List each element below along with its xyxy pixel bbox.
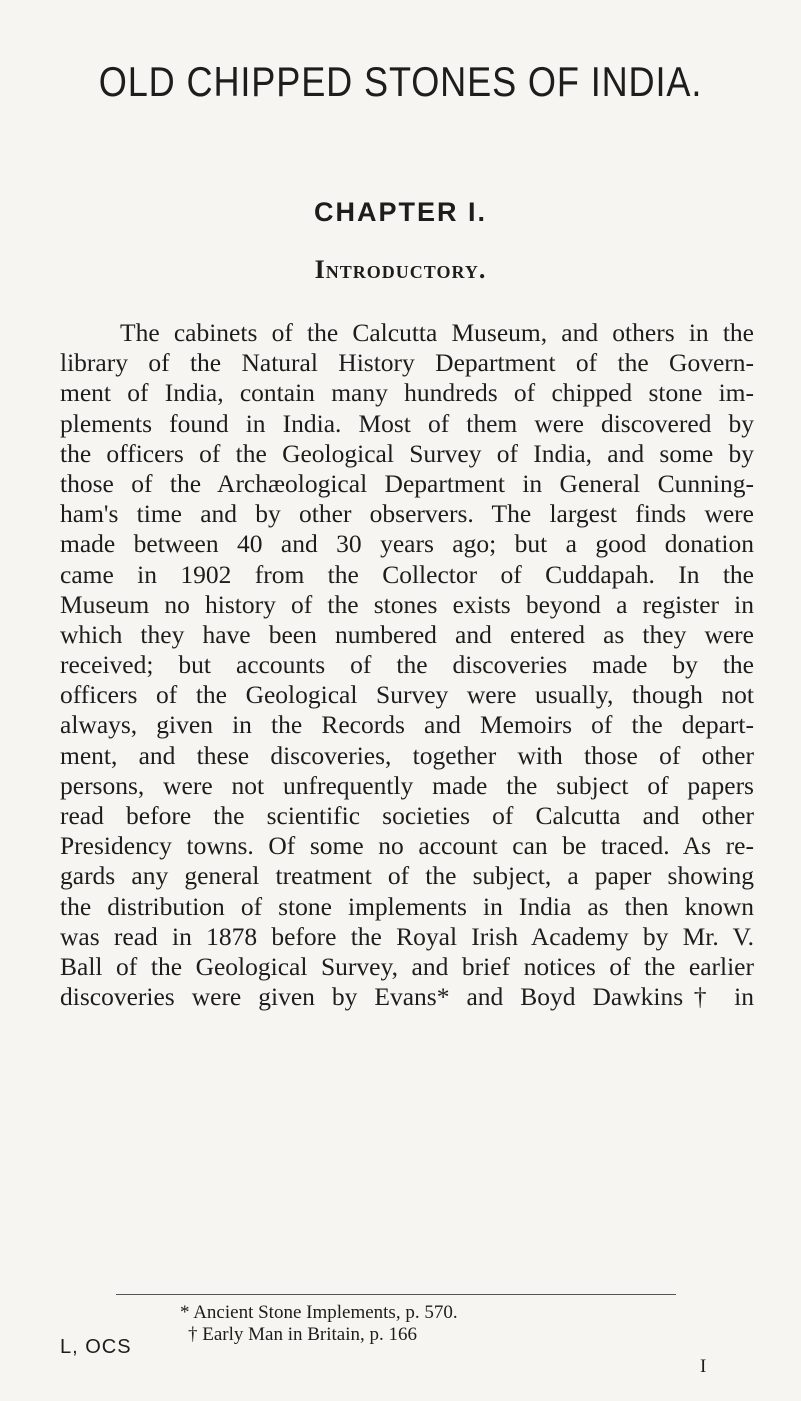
paragraph-line: library of the Natural History Department of the Govern- bbox=[60, 348, 754, 378]
paragraph-line: The cabinets of the Calcutta Museum, and others in the bbox=[120, 318, 754, 347]
paragraph-line: ment of India, contain many hundreds of chipped stone im- bbox=[60, 378, 754, 408]
paragraph-line: read before the scientific societies of Calcutta and other bbox=[60, 801, 754, 830]
footnotes bbox=[180, 1302, 700, 1346]
paragraph-line: ham's time and by other observers. The largest finds were bbox=[60, 499, 754, 529]
paragraph-line: officers of the Geological Survey were usually, though not bbox=[60, 680, 754, 710]
chapter-heading: CHAPTER I. bbox=[313, 197, 487, 227]
paragraph-line: the distribution of stone implements in India as then known bbox=[60, 891, 754, 921]
page-number: I bbox=[700, 1356, 707, 1377]
paragraph-line: came in 1902 from the Collector of Cuddapah. In the bbox=[60, 559, 754, 589]
paragraph-line: discoveries were given by Evans* and Boyd Dawkins† in bbox=[60, 982, 754, 1012]
footnote: * Ancient Stone Implements, p. 570. bbox=[180, 1302, 458, 1323]
paragraph-line: made between 40 and 30 years ago; but a good donation bbox=[60, 529, 754, 559]
section-heading: Introductory. bbox=[314, 255, 487, 284]
paragraph-line: persons, were not unfrequently made the subject of papers bbox=[60, 770, 754, 800]
paragraph-line: the officers of the Geological Survey of India, and some by bbox=[60, 438, 754, 468]
paragraph-line: Ball of the Geological Survey, and brief notices of the earlier bbox=[60, 951, 754, 981]
body-paragraph bbox=[60, 318, 754, 1012]
footnote-divider bbox=[116, 1294, 676, 1295]
paragraph-line: received; but accounts of the discoveries made by the bbox=[60, 650, 754, 680]
footnote: † Early Man in Britain, p. 166 bbox=[188, 1324, 418, 1345]
book-title: OLD CHIPPED STONES OF INDIA. bbox=[98, 58, 703, 105]
paragraph-line: gards any general treatment of the subject, a paper showing bbox=[60, 861, 754, 891]
paragraph-line: Presidency towns. Of some no account can be traced. As re- bbox=[60, 831, 754, 861]
paragraph-line: which they have been numbered and entered as they were bbox=[60, 619, 754, 649]
paragraph-line: was read in 1878 before the Royal Irish Academy by Mr. V. bbox=[60, 921, 754, 951]
paragraph-line: Museum no history of the stones exists beyond a register in bbox=[60, 589, 754, 619]
paragraph-line: those of the Archæological Department in General Cunning- bbox=[60, 468, 754, 498]
signature-mark: L, OCS bbox=[60, 1336, 132, 1358]
paragraph-line: ment, and these discoveries, together with those of other bbox=[60, 740, 754, 770]
paragraph-line: plements found in India. Most of them were discovered by bbox=[60, 408, 754, 438]
paragraph-line: always, given in the Records and Memoirs of the depart- bbox=[60, 710, 754, 740]
